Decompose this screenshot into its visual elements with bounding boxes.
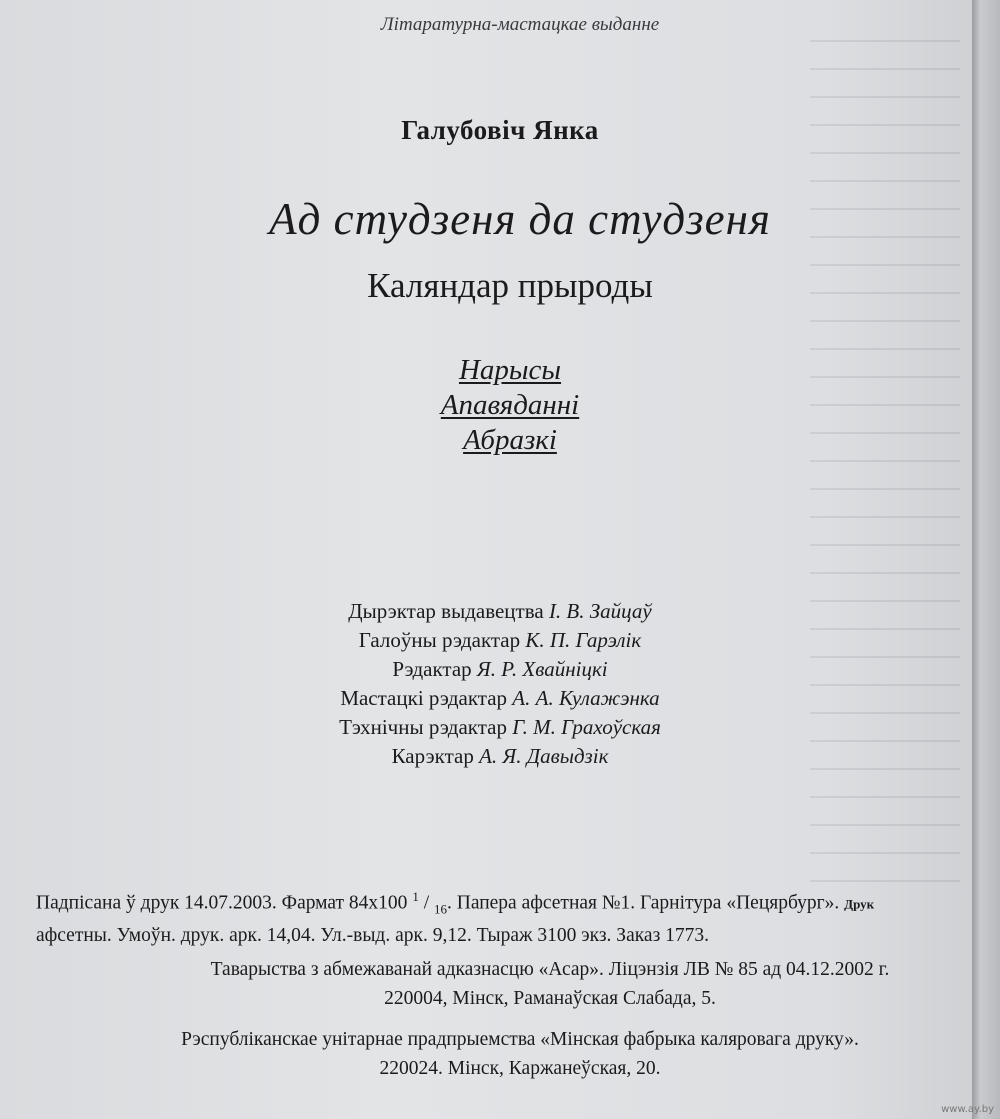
- publisher-line: Таварыства з абмежаванай адказнасцю «Асар». Ліцэнзія ЛВ № 85 ад 04.12.2002 г.: [210, 959, 890, 980]
- credit-person: І. В. Зайцаў: [548, 599, 652, 623]
- credit-person: Я. Р. Хвайніцкі: [476, 657, 608, 681]
- genre-item: Абразкі: [463, 424, 557, 456]
- book-title: Ад студзеня да студзеня: [269, 194, 771, 244]
- publisher-address: 220004, Мінск, Раманаўская Слабада, 5.: [384, 988, 716, 1009]
- credit-person: Г. М. Грахоўская: [512, 715, 661, 739]
- imprint-block: [36, 883, 874, 949]
- genre-list: [0, 353, 1000, 458]
- series-label: Літаратурна-мастацкае выданне: [380, 14, 660, 35]
- credit-line: [0, 742, 1000, 771]
- credit-line: [0, 626, 1000, 655]
- genre-item: Апавяданні: [440, 389, 580, 421]
- credit-line: [0, 597, 1000, 626]
- format-fraction-num: 1: [412, 889, 419, 904]
- watermark: www.ay.by: [941, 1104, 994, 1115]
- genre-item: Нарысы: [458, 354, 562, 386]
- printer-line: Рэспубліканскае унітарнае прадпрыемства «Мінская фабрыка каляровага друку».: [181, 1029, 859, 1050]
- credit-person: А. А. Кулажэнка: [512, 686, 660, 710]
- credit-line: [0, 713, 1000, 742]
- credit-role: Рэдактар: [392, 657, 472, 681]
- credit-role: Мастацкі рэдактар: [340, 686, 508, 710]
- bleed-through-lines: [810, 40, 960, 908]
- imprint-text: . Папера афсетная №1. Гарнітура «Пецярбург».: [446, 892, 840, 914]
- credit-line: [0, 655, 1000, 684]
- format-fraction-den: 16: [433, 901, 447, 917]
- credit-role: Тэхнічны рэдактар: [339, 715, 507, 739]
- author-name: Галубовіч Янка: [401, 115, 599, 145]
- credit-role: Дырэктар выдавецтва: [348, 599, 544, 623]
- credit-person: А. Я. Давыдзік: [479, 744, 609, 768]
- imprint-text: Падпісана ў друк 14.07.2003. Фармат 84х100: [36, 892, 408, 914]
- credit-role: Карэктар: [391, 744, 474, 768]
- format-fraction-sep: /: [423, 892, 430, 914]
- imprint-tail: Друк: [844, 896, 875, 912]
- book-subtitle: Каляндар прыроды: [367, 266, 653, 305]
- printer-address: 220024. Мінск, Каржанеўская, 20.: [379, 1058, 661, 1079]
- printer-block: [0, 1025, 1000, 1083]
- credit-person: К. П. Гарэлік: [525, 628, 642, 652]
- imprint-line-2: афсетны. Умоўн. друк. арк. 14,04. Ул.-выд. арк. 9,12. Тыраж 3100 экз. Заказ 1773.: [36, 925, 710, 947]
- credit-line: [0, 684, 1000, 713]
- credit-role: Галоўны рэдактар: [358, 628, 521, 652]
- page-edge: [972, 0, 1000, 1119]
- credits-list: [0, 597, 1000, 771]
- imprint-line-1: [36, 883, 874, 922]
- publisher-block: [0, 955, 1000, 1013]
